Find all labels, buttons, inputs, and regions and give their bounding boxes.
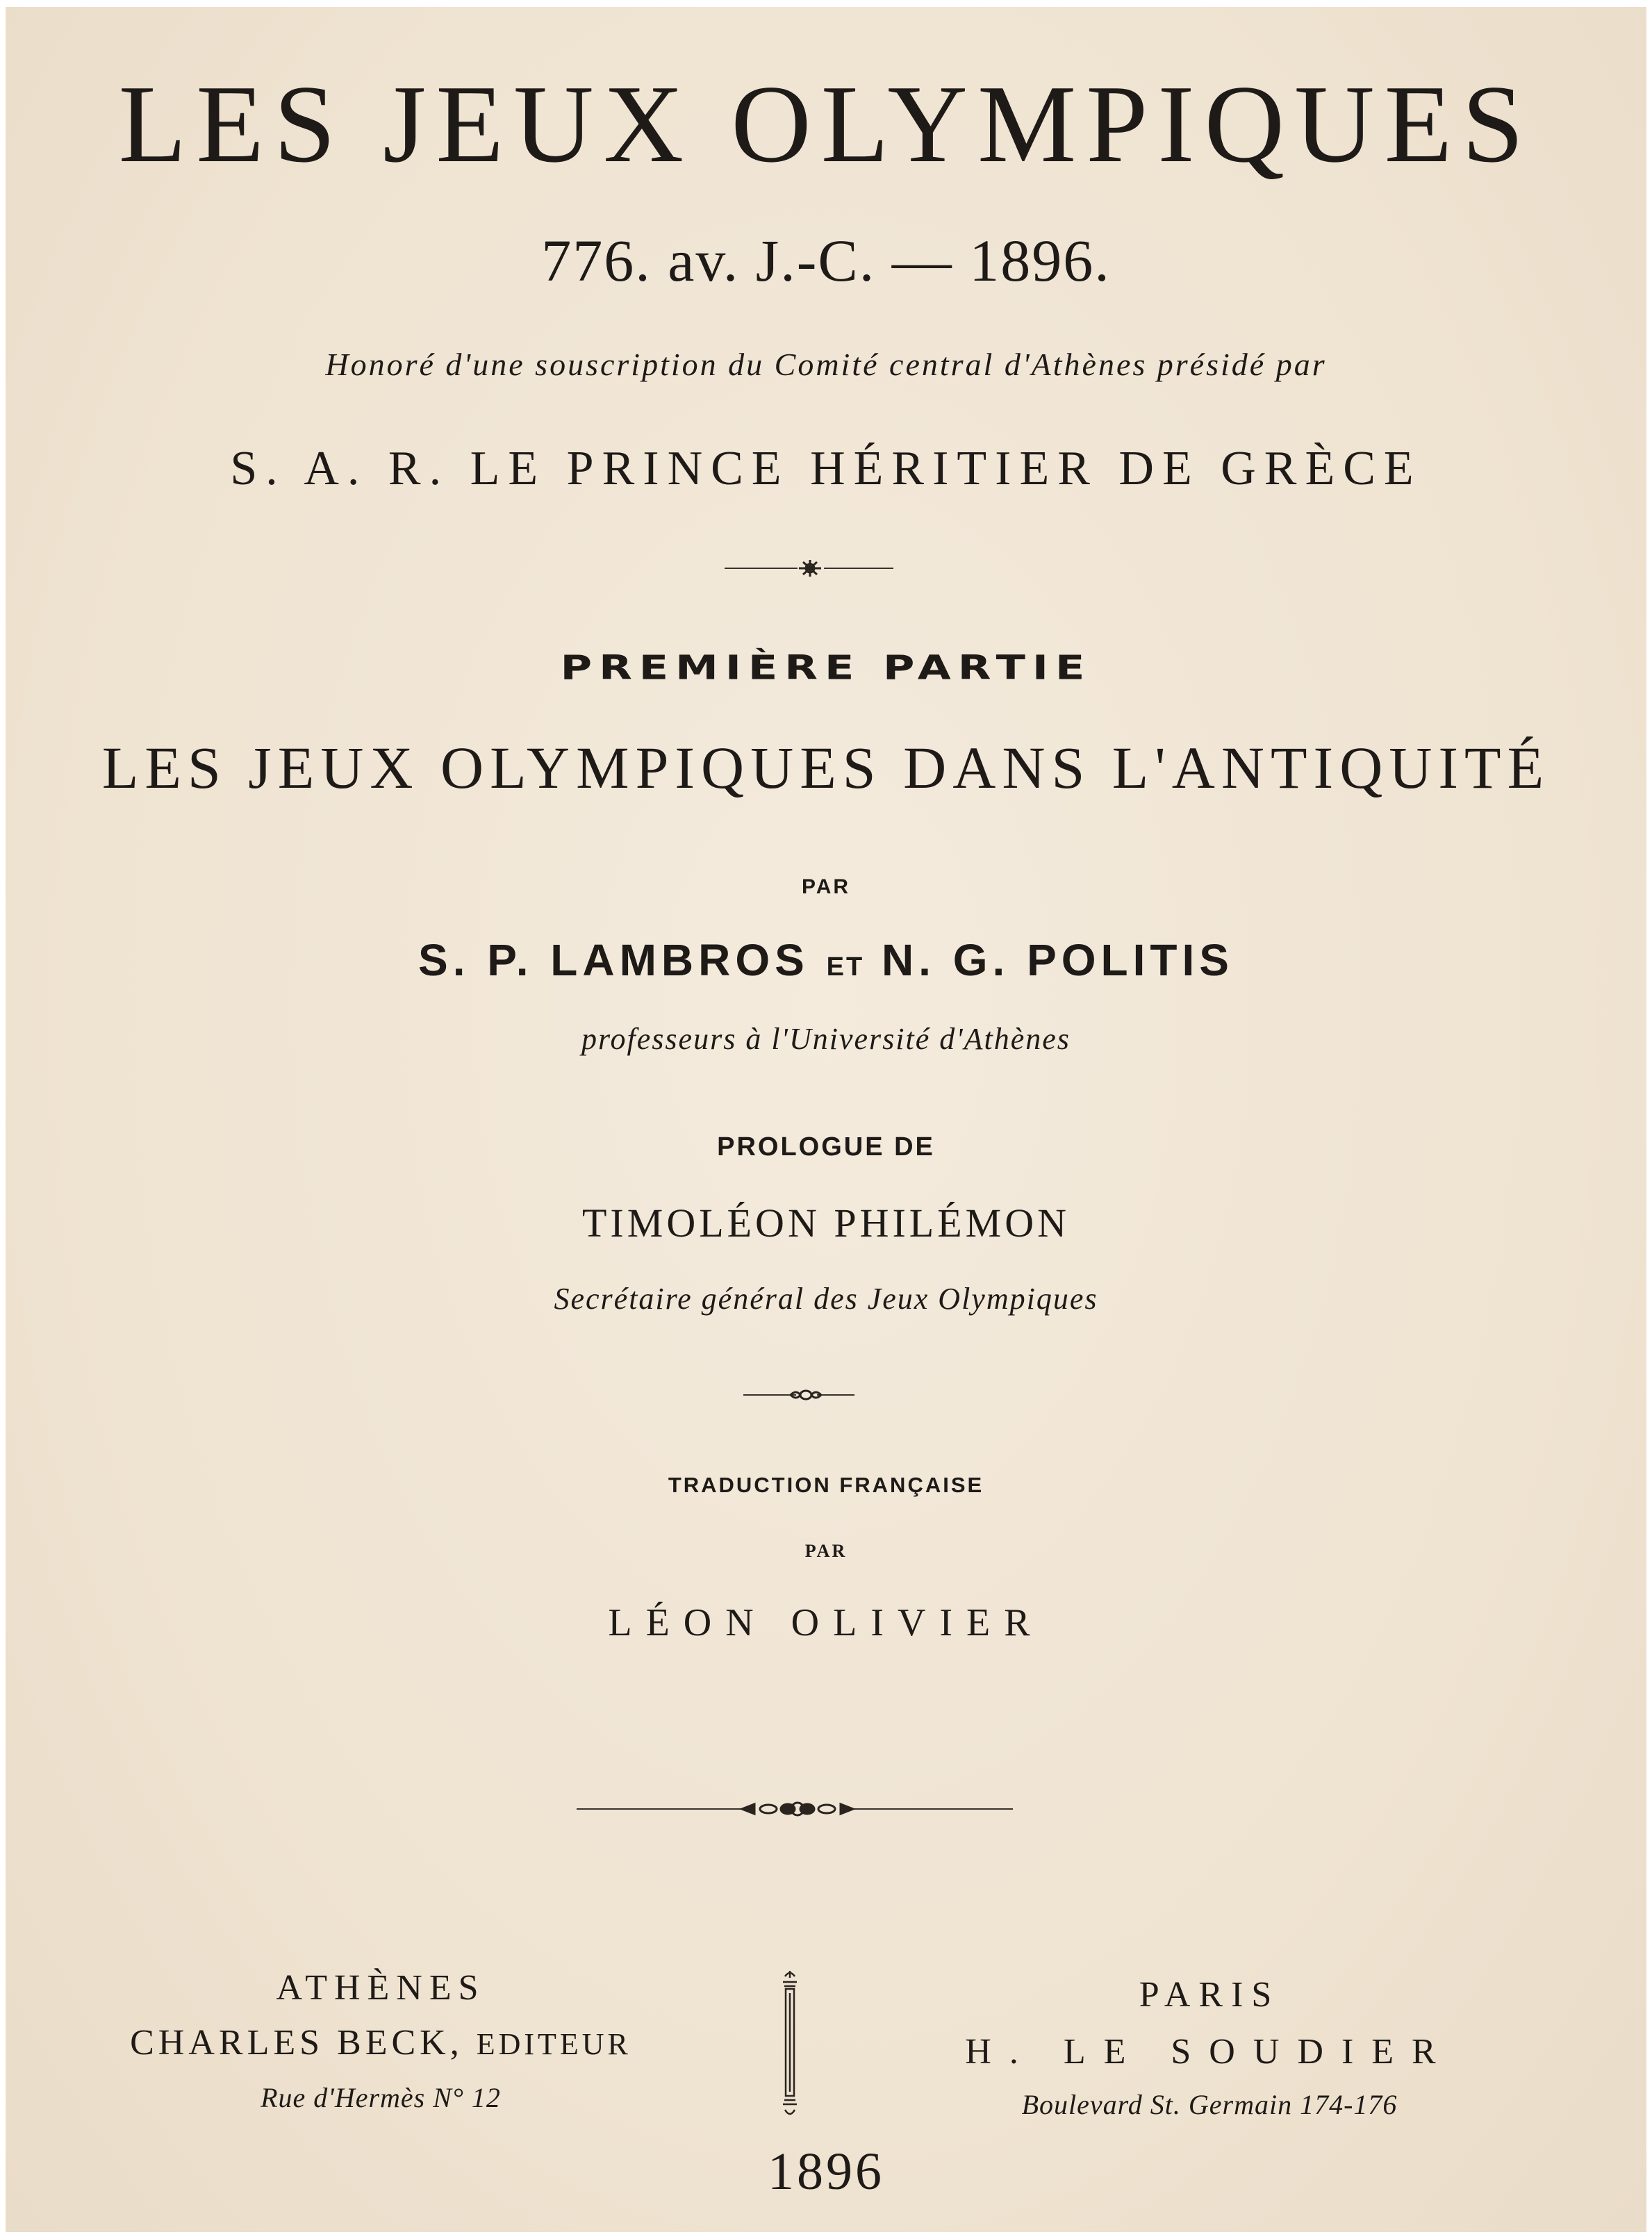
book-title: LES JEUX OLYMPIQUES bbox=[118, 62, 1534, 185]
authors-line bbox=[6, 935, 1646, 985]
part-title: LES JEUX OLYMPIQUES DANS L'ANTIQUITÉ bbox=[101, 734, 1551, 801]
date-range: 776. av. J.-C. — 1896. bbox=[541, 227, 1111, 294]
part-label: PREMIÈRE PARTIE bbox=[560, 647, 1092, 688]
left-publisher-role: EDITEUR bbox=[476, 2027, 631, 2061]
translator-name: LÉON OLIVIER bbox=[608, 1601, 1044, 1644]
left-publisher-address: Rue d'Hermès N° 12 bbox=[261, 2082, 501, 2113]
right-publisher-address: Boulevard St. Germain 174-176 bbox=[1021, 2089, 1398, 2120]
translation-by-label: PAR bbox=[804, 1541, 848, 1561]
small-fleuron-ornament bbox=[6, 554, 1646, 582]
publication-year: 1896 bbox=[768, 2142, 884, 2201]
left-publisher-name: CHARLES BECK, bbox=[130, 2023, 463, 2063]
patron-line: S. A. R. LE PRINCE HÉRITIER DE GRÈCE bbox=[230, 442, 1422, 495]
translation-label: TRADUCTION FRANÇAISE bbox=[668, 1473, 984, 1497]
small-knot-ornament bbox=[6, 1381, 1646, 1409]
by-label: PAR bbox=[801, 875, 851, 898]
author-lambros: S. P. LAMBROS bbox=[418, 935, 809, 985]
prologue-author-role: Secrétaire général des Jeux Olympiques bbox=[554, 1282, 1098, 1316]
left-publisher-line bbox=[40, 2025, 721, 2061]
prologue-label: PROLOGUE DE bbox=[717, 1132, 935, 1162]
prologue-author: TIMOLÉON PHILÉMON bbox=[582, 1200, 1070, 1246]
pillar-divider-ornament bbox=[778, 1969, 802, 2119]
right-publisher-city: PARIS bbox=[1139, 1975, 1280, 2015]
authors-conjunction: ET bbox=[826, 952, 865, 982]
left-publisher-city: ATHÈNES bbox=[276, 1968, 486, 2008]
honor-line: Honoré d'une souscription du Comité central d'Athènes présidé par bbox=[325, 347, 1327, 382]
author-politis: N. G. POLITIS bbox=[881, 935, 1234, 985]
title-page bbox=[6, 7, 1646, 2232]
long-chain-ornament bbox=[6, 1795, 1646, 1823]
authors-role: professeurs à l'Université d'Athènes bbox=[581, 1022, 1071, 1056]
right-publisher-name: H. LE SOUDIER bbox=[965, 2032, 1454, 2072]
